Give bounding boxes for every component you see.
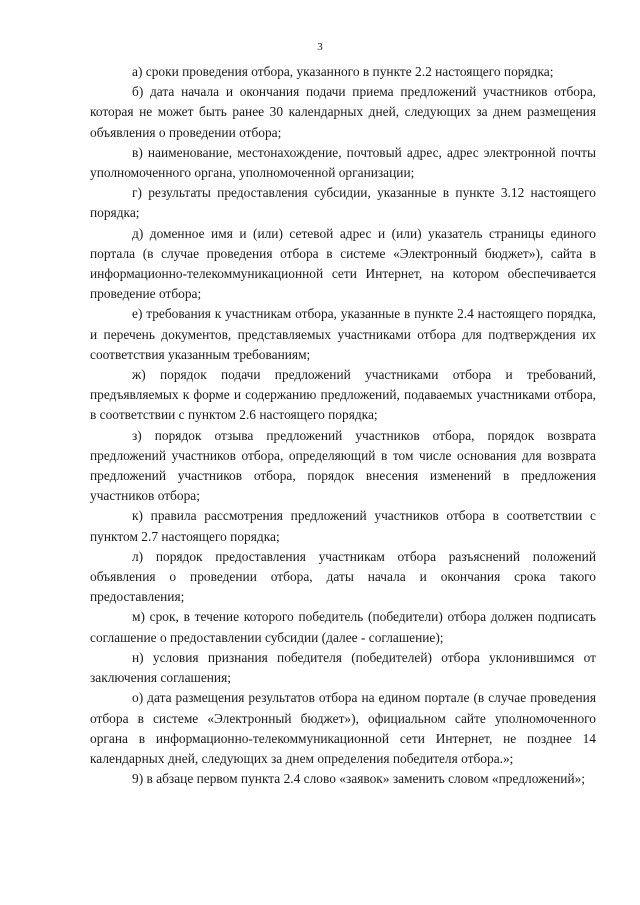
paragraph-m: м) срок, в течение которого победитель (победители) отбора должен подписать соглашение о предоставлении субсидии (далее - соглашение); xyxy=(90,609,596,645)
document-body xyxy=(90,62,596,789)
paragraph-item-9: 9) в абзаце первом пункта 2.4 слово «заявок» заменить словом «предложений»; xyxy=(132,771,586,787)
paragraph-d: д) доменное имя и (или) сетевой адрес и (или) указатель страницы единого портала (в случае проведения отбора в системе «Электронный бюджет»), сайта в информационно-телекоммуникационной сети Интернет, на котором обеспечивается проведение отбора; xyxy=(90,225,596,302)
paragraph-v: в) наименование, местонахождение, почтовый адрес, адрес электронной почты уполномоченного органа, уполномоченной организации; xyxy=(90,144,596,181)
paragraph-z: з) порядок отзыва предложений участников отбора, порядок возврата предложений участников отбора, определяющий в том числе основания для возврата предложений участников отбора, порядок внесения изменений в предложения участников отбора; xyxy=(90,427,596,504)
paragraph-k: к) правила рассмотрения предложений участников отбора в соответствии с пунктом 2.7 настоящего порядка; xyxy=(90,508,596,544)
paragraph-a: а) сроки проведения отбора, указанного в пункте 2.2 настоящего порядка; xyxy=(132,64,554,79)
paragraph-n: н) условия признания победителя (победителей) отбора уклонившимся от заключения соглашения; xyxy=(90,649,596,686)
page-number: 3 xyxy=(317,41,323,53)
paragraph-o: о) дата размещения результатов отбора на едином портале (в случае проведения отбора в системе «Электронный бюджет»), официальном сайте уполномоченного органа в информационно-телекоммуникационной сети Интернет, не позднее 14 календарных дней, следующих за днем определения победителя отбора.»; xyxy=(90,690,596,766)
paragraph-e: е) требования к участникам отбора, указанные в пункте 2.4 настоящего порядка, и перечень документов, представляемых участниками отбора для подтверждения их соответствия указанным требованиям; xyxy=(90,306,596,362)
paragraph-b: б) дата начала и окончания подачи приема предложений участников отбора, которая не может быть ранее 30 календарных дней, следующих за днем размещения объявления о проведении отбора; xyxy=(90,84,596,140)
paragraph-zh: ж) порядок подачи предложений участниками отбора и требований, предъявляемых к форме и содержанию предложений, подаваемых участниками отбора, в соответствии с пунктом 2.6 настоящего порядка; xyxy=(90,367,596,423)
paragraph-l: л) порядок предоставления участникам отбора разъяснений положений объявления о проведении отбора, даты начала и окончания срока такого предоставления; xyxy=(90,548,596,605)
paragraph-g: г) результаты предоставления субсидии, указанные в пункте 3.12 настоящего порядка; xyxy=(90,185,596,221)
